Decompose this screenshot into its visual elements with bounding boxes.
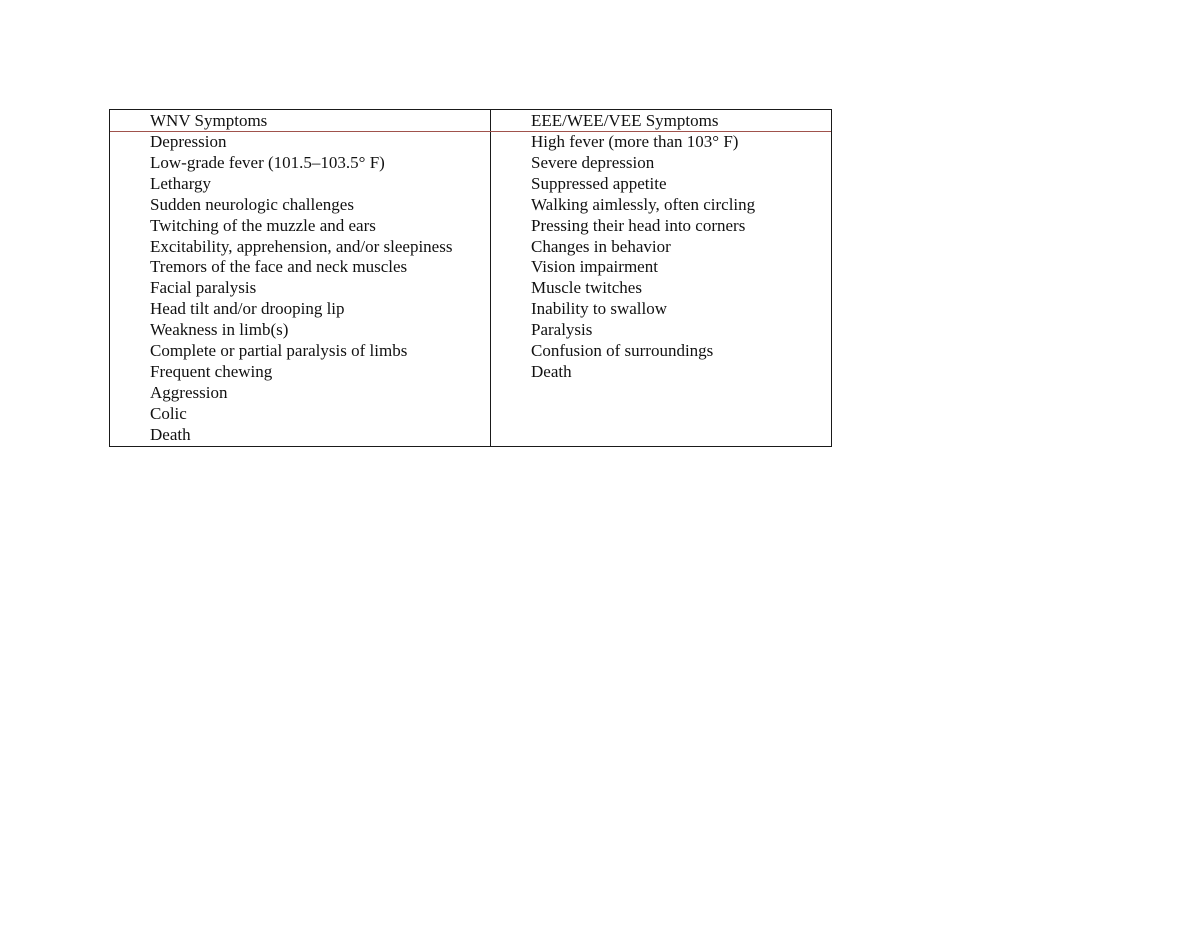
- eee-symptom: Changes in behavior: [531, 236, 671, 256]
- eee-symptom: Death: [531, 361, 572, 381]
- wnv-symptom: Tremors of the face and neck muscles: [150, 257, 408, 277]
- eee-wee-vee-column: [491, 110, 831, 446]
- wnv-symptom: Complete or partial paralysis of limbs: [150, 341, 408, 361]
- eee-wee-vee-symptom-list: [531, 132, 755, 383]
- wnv-symptom: Weakness in limb(s): [150, 320, 289, 340]
- wnv-symptom: Facial paralysis: [150, 278, 257, 298]
- wnv-symptom: Twitching of the muzzle and ears: [150, 215, 376, 235]
- wnv-column: [110, 110, 491, 446]
- wnv-symptom: Low-grade fever (101.5–103.5° F): [150, 152, 385, 172]
- symptoms-table: [109, 109, 832, 447]
- wnv-symptom: Frequent chewing: [150, 361, 273, 381]
- wnv-symptom-list: [150, 132, 452, 446]
- eee-symptom: Inability to swallow: [531, 299, 667, 319]
- eee-symptom: High fever (more than 103° F): [531, 132, 739, 151]
- eee-symptom: Confusion of surroundings: [531, 341, 714, 361]
- wnv-symptom: Head tilt and/or drooping lip: [150, 299, 345, 319]
- eee-symptom: Suppressed appetite: [531, 173, 667, 193]
- eee-wee-vee-column-header: EEE/WEE/VEE Symptoms: [531, 111, 719, 130]
- eee-symptom: Pressing their head into corners: [531, 215, 746, 235]
- eee-symptom: Muscle twitches: [531, 278, 642, 298]
- eee-symptom: Paralysis: [531, 320, 593, 340]
- eee-symptom: Walking aimlessly, often circling: [531, 194, 756, 214]
- wnv-symptom: Death: [150, 424, 191, 444]
- wnv-symptom: Aggression: [150, 382, 228, 402]
- wnv-symptom: Lethargy: [150, 173, 212, 193]
- wnv-symptom: Sudden neurologic challenges: [150, 194, 354, 214]
- wnv-symptom: Depression: [150, 132, 227, 151]
- wnv-column-header: WNV Symptoms: [150, 111, 268, 130]
- eee-symptom: Vision impairment: [531, 257, 658, 277]
- header-divider: [110, 131, 831, 132]
- wnv-symptom: Colic: [150, 403, 187, 423]
- eee-symptom: Severe depression: [531, 152, 655, 172]
- wnv-symptom: Excitability, apprehension, and/or sleepiness: [150, 236, 453, 256]
